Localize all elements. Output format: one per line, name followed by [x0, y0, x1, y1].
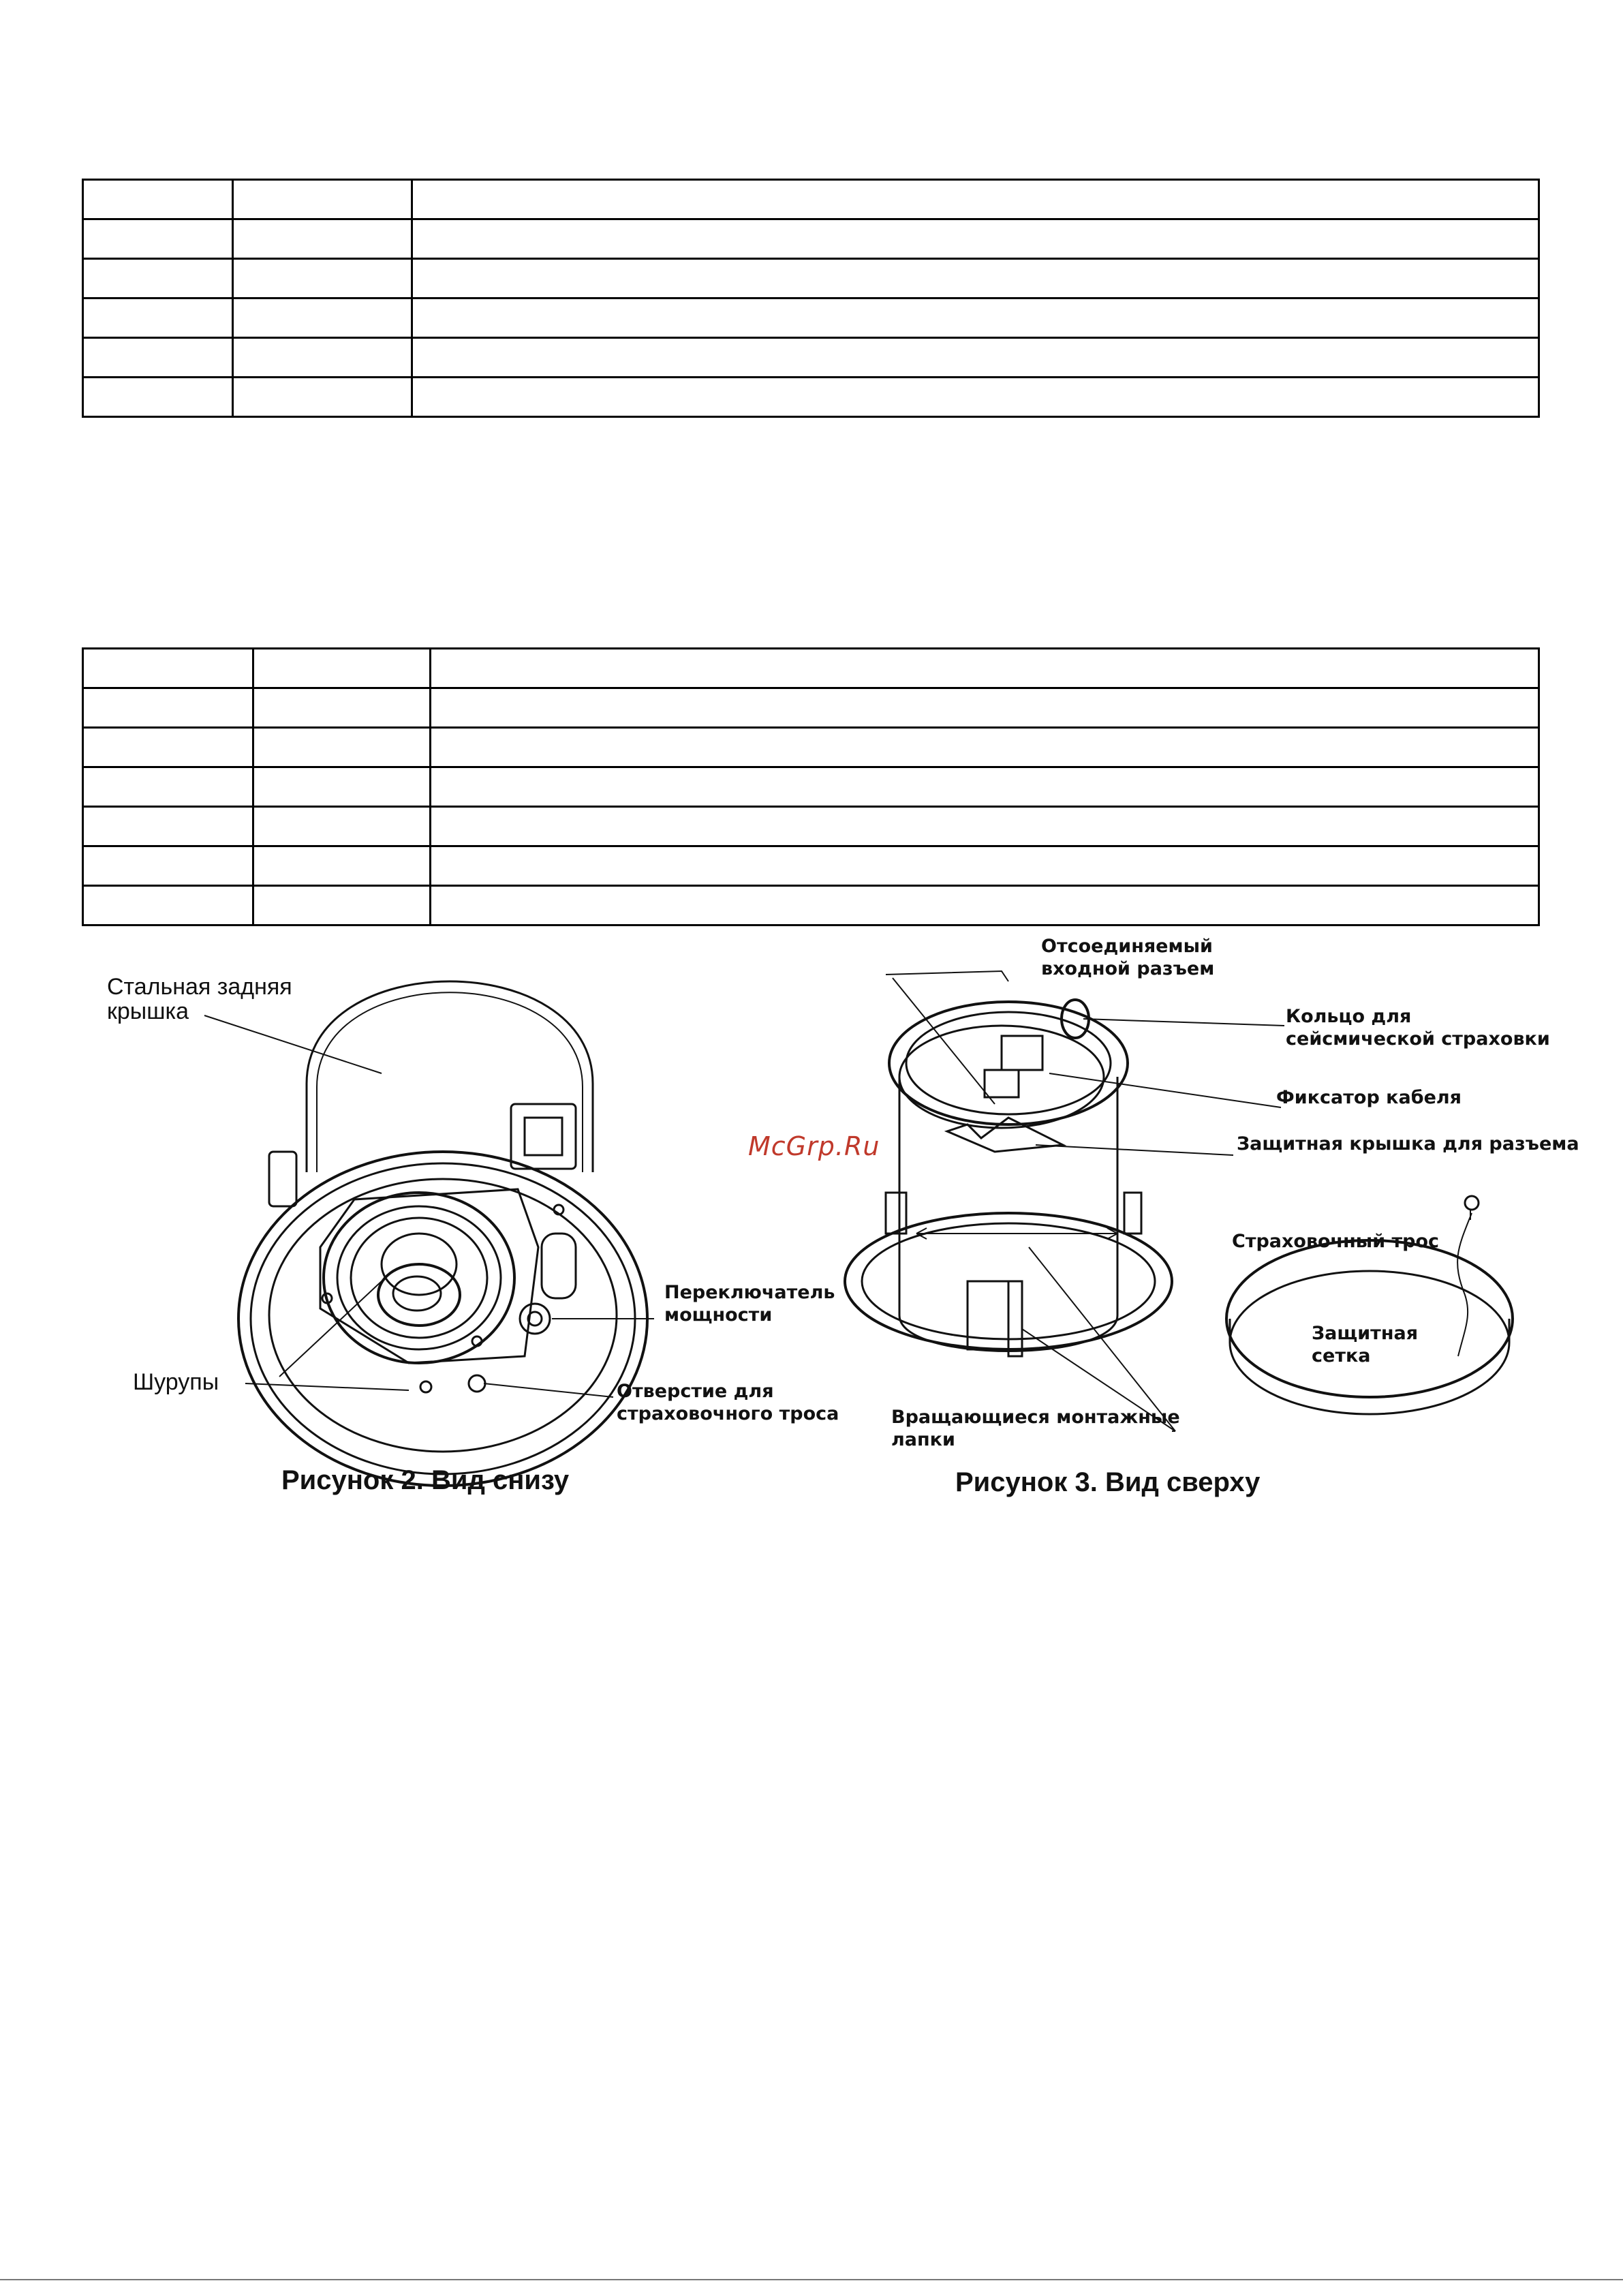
- label-detachable-connector: [1041, 935, 1214, 980]
- label-protective-grille: [1312, 1322, 1418, 1367]
- label-power-switch: [664, 1281, 835, 1326]
- label-cable-clamp: Фиксатор кабеля: [1276, 1087, 1462, 1108]
- label-line: Кольцо для: [1286, 1006, 1412, 1027]
- label-rotating-mount-tabs: [891, 1406, 1180, 1451]
- label-line: Отсоединяемый: [1041, 936, 1213, 957]
- watermark: McGrp.Ru: [748, 1131, 880, 1161]
- label-line: сейсмической страховки: [1286, 1028, 1550, 1050]
- label-line: лапки: [891, 1429, 955, 1450]
- label-line: Стальная задняя: [107, 974, 292, 1000]
- figure2-speaker-drawing: [204, 981, 654, 1486]
- label-line: Вращающиеся монтажные: [891, 1407, 1180, 1428]
- label-seismic-ring: [1286, 1005, 1550, 1050]
- label-connector-cover: Защитная крышка для разъема: [1237, 1133, 1579, 1154]
- label-line: сетка: [1312, 1345, 1371, 1366]
- grille-drawing: [1226, 1196, 1513, 1414]
- label-line: Переключатель: [664, 1282, 835, 1303]
- label-screws: Шурупы: [133, 1369, 219, 1395]
- label-line: страховочного троса: [617, 1403, 839, 1424]
- label-line: мощности: [664, 1304, 773, 1326]
- label-line: входной разъем: [1041, 958, 1215, 979]
- label-safety-cable-hole: [617, 1380, 839, 1425]
- figure3-speaker-drawing: [845, 971, 1284, 1431]
- label-safety-cable: Страховочный трос: [1232, 1231, 1440, 1252]
- figure3-caption: Рисунок 3. Вид сверху: [955, 1467, 1261, 1497]
- label-line: Защитная: [1312, 1323, 1419, 1344]
- label-steel-back-cover: [107, 975, 292, 1024]
- label-line: Отверстие для: [617, 1381, 774, 1402]
- label-line: крышка: [107, 998, 189, 1024]
- figure2-caption: Рисунок 2. Вид снизу: [281, 1465, 570, 1495]
